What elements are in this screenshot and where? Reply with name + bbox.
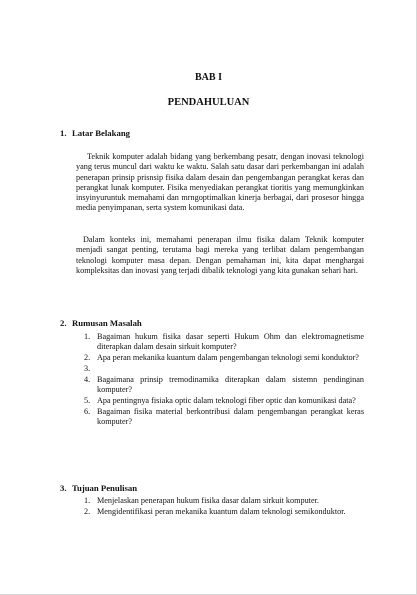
purpose-list — [84, 496, 364, 518]
list-text: Apa pentingnya fisiaka optic dalam teknologi fiber optic dan komunikasi data? — [97, 395, 356, 405]
list-item — [84, 375, 364, 396]
list-item — [84, 364, 364, 374]
list-number: 5. — [84, 395, 91, 405]
section-title: Tujuan Penulisan — [72, 483, 138, 493]
list-text — [97, 364, 364, 374]
list-text: Menjelaskan penerapan hukum fisika dasar dalam sirkuit komputer. — [97, 496, 319, 505]
list-text: Bagaiman hukum fisika dasar seperti Hukum Ohm dan elektromagnetisme diterapkan dalam desain sirkuit komputer? — [97, 332, 364, 352]
section-heading-latar-belakang — [60, 128, 130, 138]
problem-list — [84, 332, 364, 428]
section-heading-rumusan-masalah — [60, 318, 142, 328]
paragraph: Dalam konteks ini, memahami penerapan ilmu fisika dalam Teknik komputer menjadi sangat penting, terutama bagi mereka yang terlibat dalam pengembangan teknologi komputer masa depan. Dengan pemahaman ini, kita dapat menghargai kompleksitas dan inovasi yang terjadi dibalik teknologi yang kita gunakan sehari hari. — [76, 235, 364, 275]
list-number: 6. — [84, 406, 91, 416]
list-number: 2. — [84, 353, 91, 363]
section-number: 2. — [60, 318, 67, 328]
list-item — [84, 353, 364, 363]
list-number: 1. — [84, 496, 91, 505]
section-title: Rumusan Masalah — [72, 318, 142, 328]
section-title: Latar Belakang — [72, 128, 131, 138]
chapter-title: PENDAHULUAN — [167, 97, 250, 108]
list-number: 4. — [84, 374, 91, 384]
list-text: Mengidentifikasi peran mekanika kuantum dalam teknologi semikonduktor. — [97, 506, 346, 516]
list-text: Bagaiman fisika material berkontribusi dalam pengembangan perangkat keras komputer? — [97, 406, 364, 426]
list-item — [84, 407, 364, 428]
chapter-number: BAB I — [195, 72, 222, 83]
section-heading-tujuan-penulisan — [60, 483, 137, 493]
list-number: 2. — [84, 506, 91, 516]
paragraph: Teknik komputer adalah bidang yang berkembang pesatr, dengan inovasi teknologi yang terus muncul dari waktu ke waktu. Salah satu dasar dari perkembangan ini adalah penerapan prinsip prisnsip fisika dalam desain dan pengembangan perangkat keras dan perangkat lunak komputer. Fisika menyediakan perangkat tioritis yang memungkinkan insyinyuruntuk memahami dan mrngoptimalkan kinerja berbagai, dari prosesor hingga media penyimpanan, serta system komunikasi data. — [76, 152, 364, 213]
list-text: Bagaimana prinsip tremodinamika diterapkan dalam sistemn pendinginan komputer? — [97, 374, 364, 394]
list-item — [84, 332, 364, 353]
list-number: 3. — [84, 363, 91, 373]
list-number: 1. — [84, 332, 91, 341]
list-item — [84, 496, 364, 506]
list-text: Apa peran mekanika kuantum dalam pengembangan teknologi semi konduktor? — [97, 353, 359, 363]
section-number: 3. — [60, 483, 67, 493]
list-item — [84, 396, 364, 406]
list-item — [84, 507, 364, 517]
section-number: 1. — [60, 128, 67, 138]
